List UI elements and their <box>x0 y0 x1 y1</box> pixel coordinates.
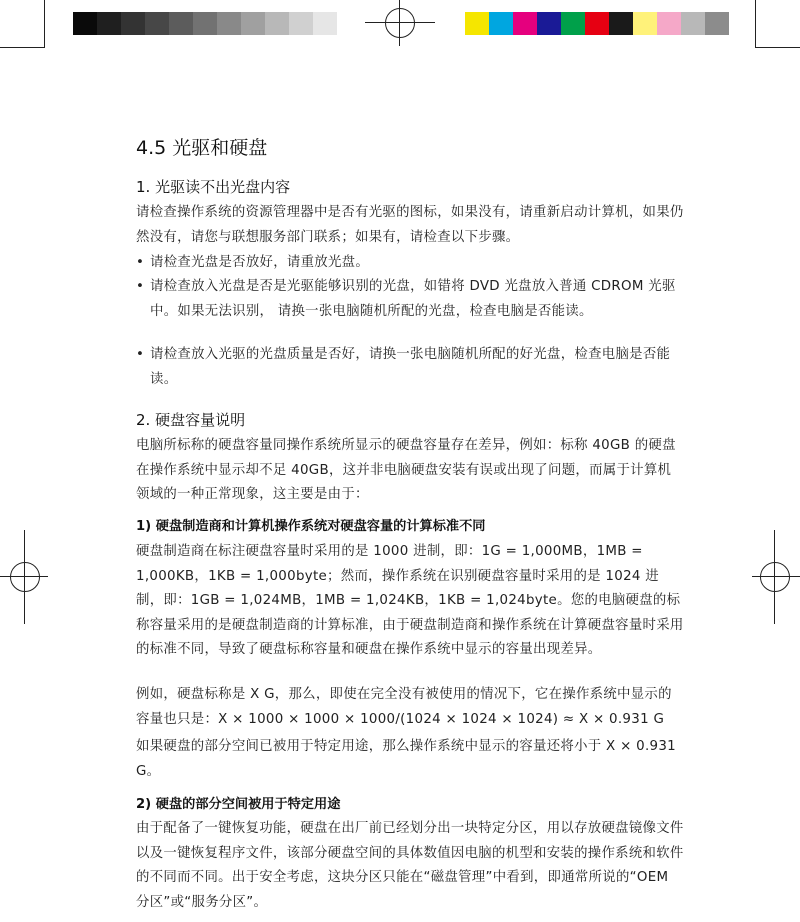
section-title: 4.5 光驱和硬盘 <box>136 137 268 159</box>
color-swatch <box>681 12 705 35</box>
color-swatch <box>513 12 537 35</box>
optical-drive-intro: 请检查操作系统的资源管理器中是否有光驱的图标，如果没有，请重新启动计算机，如果仍然没有，请您与联想服务部门联系；如果有，请检查以下步骤。 <box>136 205 684 245</box>
list-item-text: 请检查放入光驱的光盘质量是否好，请换一张电脑随机所配的好光盘，检查电脑是否能读。 <box>150 347 671 387</box>
subsection-heading-disk-capacity: 2. 硬盘容量说明 <box>136 411 246 429</box>
calculation-standard-paragraph: 硬盘制造商在标注硬盘容量时采用的是 1000 进制，即：1G = 1,000MB，1MB = 1,000KB，1KB = 1,000byte；然而，操作系统在识别硬盘容量时采用的是 1024 进制，即：1GB = 1,024MB，1MB = 1,024KB，1KB = 1,024byte。您的电脑硬盘的标称容量采用的是硬盘制造商的计算标准，由于硬盘制造商和操作系统在计算硬盘容量时采用的标准不同，导致了硬盘标称容量和硬盘在操作系统中显示的容量出现差异。 <box>136 544 684 658</box>
color-swatch <box>465 12 489 35</box>
point-heading-calculation-standard: 1) 硬盘制造商和计算机操作系统对硬盘容量的计算标准不同 <box>136 519 486 534</box>
color-swatch <box>241 12 265 35</box>
point-heading-special-purpose: 2) 硬盘的部分空间被用于特定用途 <box>136 797 341 812</box>
color-swatch <box>585 12 609 35</box>
color-swatch <box>265 12 289 35</box>
color-swatch <box>609 12 633 35</box>
color-swatch <box>169 12 193 35</box>
list-item <box>136 275 684 324</box>
disk-capacity-intro: 电脑所标称的硬盘容量同操作系统所显示的硬盘容量存在差异，例如：标称 40GB 的硬盘在操作系统中显示却不足 40GB，这并非电脑硬盘安装有误或出现了问题，而属于计算机领域的一种正常现象，这主要是由于： <box>136 438 676 503</box>
subsection-heading-optical-drive: 1. 光驱读不出光盘内容 <box>136 178 291 196</box>
list-item <box>136 343 684 392</box>
color-swatch <box>145 12 169 35</box>
special-purpose-paragraph: 由于配备了一键恢复功能，硬盘在出厂前已经划分出一块特定分区，用以存放硬盘镜像文件以及一键恢复程序文件，该部分硬盘空间的具体数值因电脑的机型和安装的操作系统和软件的不同而不同。出于安全考虑，这块分区只能在“磁盘管理”中看到，即通常所说的“OEM 分区”或“服务分区”。 <box>136 821 684 910</box>
bullet-icon: • <box>136 347 145 362</box>
color-swatch <box>289 12 313 35</box>
color-swatch <box>489 12 513 35</box>
color-swatch <box>121 12 145 35</box>
color-swatch <box>313 12 337 35</box>
color-swatch <box>73 12 97 35</box>
color-swatch <box>633 12 657 35</box>
bullet-icon: • <box>136 255 145 270</box>
color-swatch <box>193 12 217 35</box>
list-item <box>136 251 684 276</box>
capacity-example-paragraph: 例如，硬盘标称是 X G，那么，即使在完全没有被使用的情况下，它在操作系统中显示的容量也只是：X × 1000 × 1000 × 1000/(1024 × 1024 × 1024) ≈ X × 0.931 G <box>136 687 672 727</box>
list-item-text: 请检查放入光盘是否是光驱能够识别的光盘，如错将 DVD 光盘放入普通 CDROM 光驱中。如果无法识别， 请换一张电脑随机所配的光盘，检查电脑是否能读。 <box>150 279 676 319</box>
color-swatch <box>561 12 585 35</box>
color-swatch <box>705 12 729 35</box>
color-swatch <box>217 12 241 35</box>
color-swatch <box>537 12 561 35</box>
color-swatch <box>97 12 121 35</box>
bullet-icon: • <box>136 279 145 294</box>
color-swatch <box>657 12 681 35</box>
used-space-paragraph: 如果硬盘的部分空间已被用于特定用途，那么操作系统中显示的容量还将小于 X × 0.931 G。 <box>136 739 676 779</box>
list-item-text: 请检查光盘是否放好，请重放光盘。 <box>150 255 370 270</box>
